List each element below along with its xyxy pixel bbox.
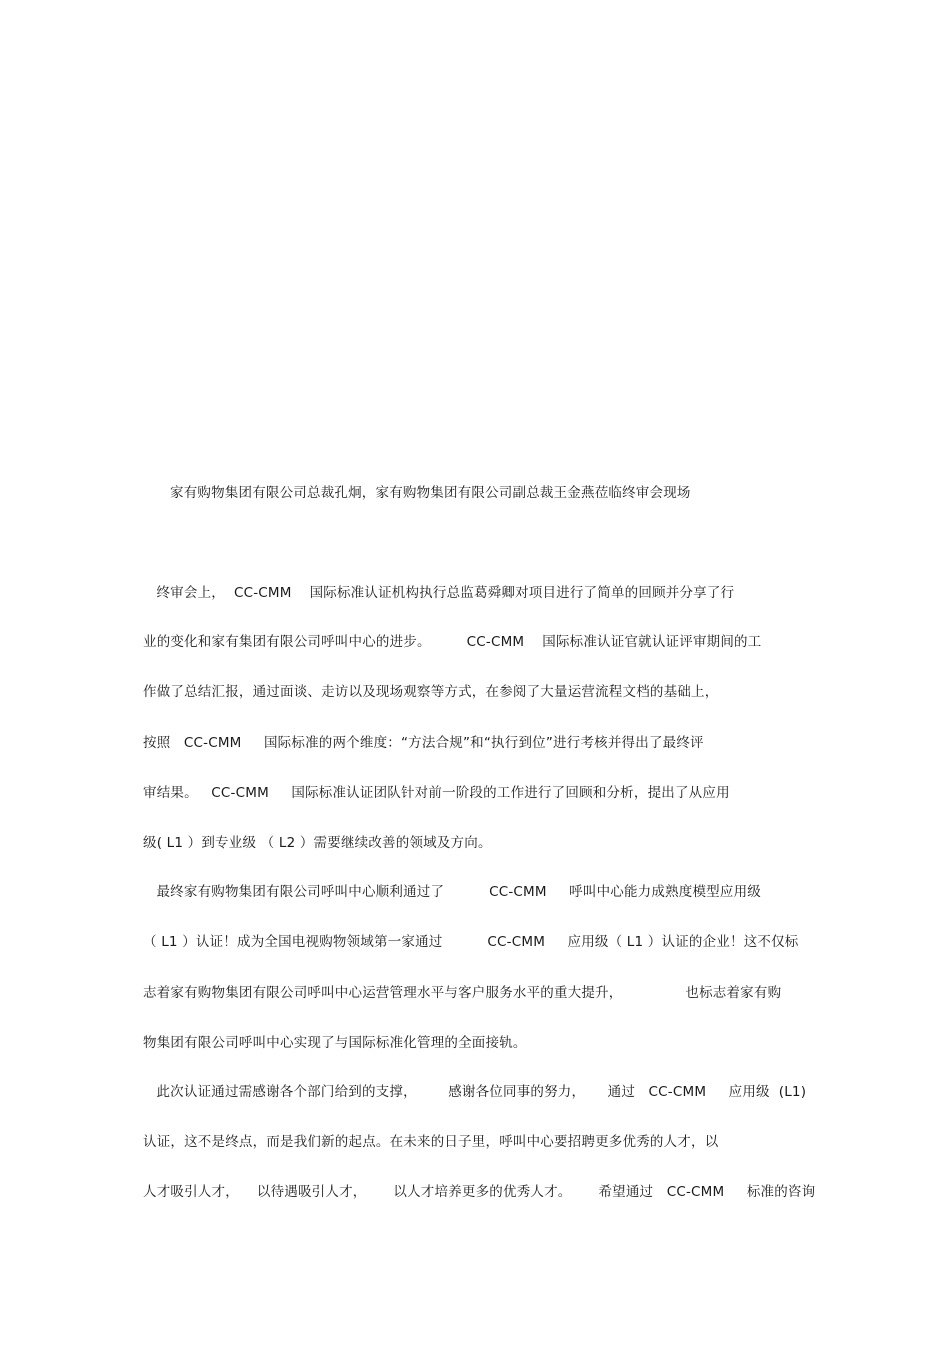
paragraph-2-line-3: 志着家有购物集团有限公司呼叫中心运营管理水平与客户服务水平的重大提升， 也标志着家有购 — [143, 985, 782, 1001]
paragraph-1-line-2: 业的变化和家有集团有限公司呼叫中心的进步。 CC-CMM 国际标准认证官就认证评审期间的工 — [143, 634, 762, 650]
paragraph-3-line-2: 认证，这不是终点，而是我们新的起点。在未来的日子里，呼叫中心要招聘更多优秀的人才，以 — [143, 1134, 719, 1150]
paragraph-3-line-1: 此次认证通过需感谢各个部门给到的支撑， 感谢各位同事的努力， 通过 CC-CMM 应用级 (L1) — [143, 1084, 807, 1100]
paragraph-1-line-4: 按照 CC-CMM 国际标准的两个维度：“方法合规”和“执行到位”进行考核并得出了最终评 — [143, 735, 704, 751]
paragraph-1-line-5: 审结果。 CC-CMM 国际标准认证团队针对前一阶段的工作进行了回顾和分析，提出了从应用 — [143, 785, 730, 801]
paragraph-1-line-6: 级( L1 ）到专业级 （ L2 ）需要继续改善的领域及方向。 — [143, 835, 492, 851]
paragraph-3-line-3: 人才吸引人才， 以待遇吸引人才， 以人才培养更多的优秀人才。 希望通过 CC-CMM 标准的咨询 — [143, 1184, 816, 1200]
paragraph-2-line-4: 物集团有限公司呼叫中心实现了与国际标准化管理的全面接轨。 — [143, 1035, 527, 1051]
paragraph-2-line-1: 最终家有购物集团有限公司呼叫中心顺利通过了 CC-CMM 呼叫中心能力成熟度模型应用级 — [143, 884, 761, 900]
photo-caption: 家有购物集团有限公司总裁孔炯，家有购物集团有限公司副总裁王金燕莅临终审会现场 — [170, 485, 691, 501]
paragraph-1-line-1: 终审会上， CC-CMM 国际标准认证机构执行总监葛舜卿对项目进行了简单的回顾并分享了行 — [143, 585, 735, 601]
paragraph-2-line-2: （ L1 ）认证！成为全国电视购物领域第一家通过 CC-CMM 应用级（ L1 ）认证的企业！这不仅标 — [143, 934, 799, 950]
paragraph-1-line-3: 作做了总结汇报，通过面谈、走访以及现场观察等方式，在参阅了大量运营流程文档的基础上， — [143, 684, 719, 700]
